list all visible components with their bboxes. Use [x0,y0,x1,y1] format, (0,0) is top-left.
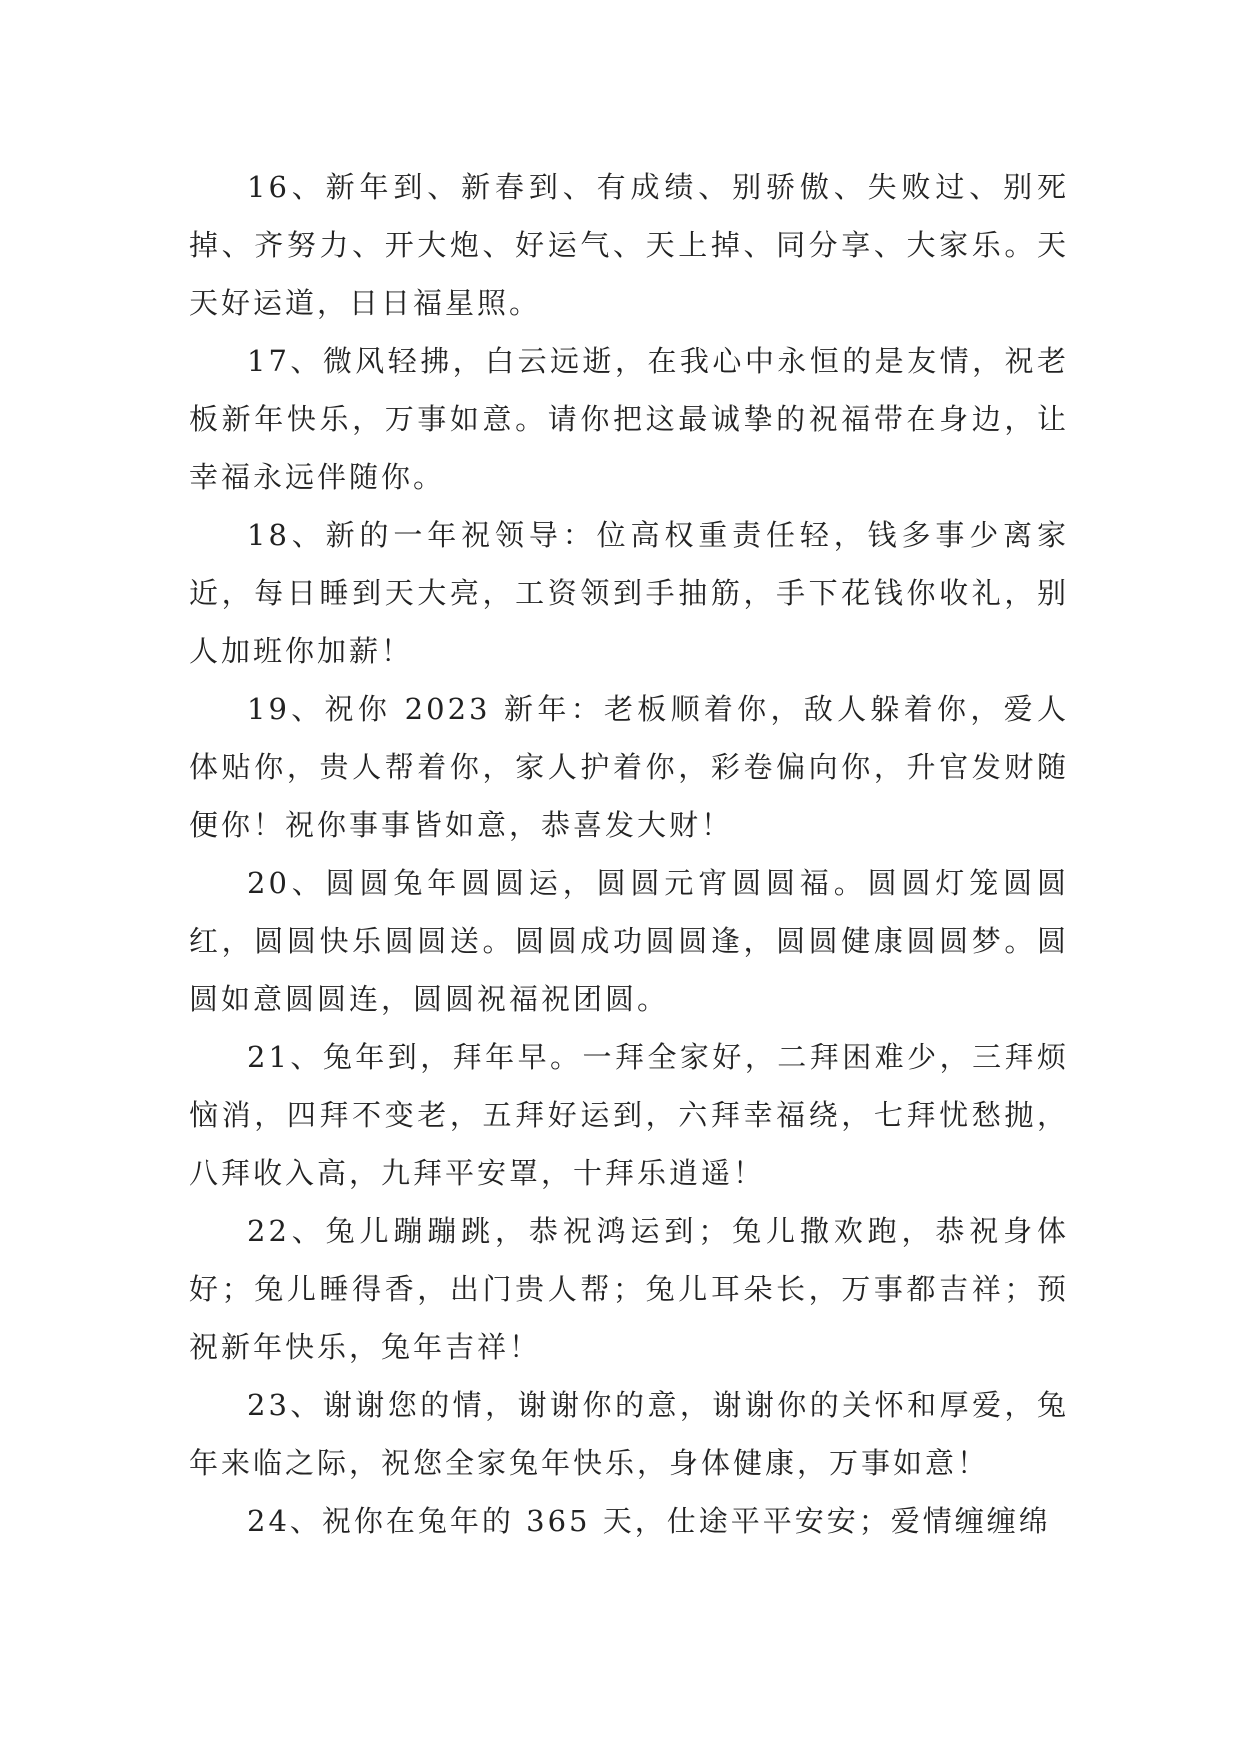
paragraph-23: 23、谢谢您的情，谢谢你的意，谢谢你的关怀和厚爱，兔年来临之际，祝您全家兔年快乐，身体健康，万事如意！ [189,1388,1069,1480]
paragraph-24: 24、祝你在兔年的 365 天，仕途平平安安；爱情缠缠绵 [247,1504,1051,1538]
paragraph-17: 17、微风轻拂，白云远逝，在我心中永恒的是友情，祝老板新年快乐，万事如意。请你把这最诚挚的祝福带在身边，让幸福永远伴随你。 [189,344,1069,494]
paragraph-18: 18、新的一年祝领导：位高权重责任轻，钱多事少离家近，每日睡到天大亮，工资领到手抽筋，手下花钱你收礼，别人加班你加薪！ [189,518,1069,668]
paragraph-19: 19、祝你 2023 新年：老板顺着你，敌人躲着你，爱人体贴你，贵人帮着你，家人护着你，彩卷偏向你，升官发财随便你！祝你事事皆如意，恭喜发大财！ [189,692,1069,842]
paragraph-16: 16、新年到、新春到、有成绩、别骄傲、失败过、别死掉、齐努力、开大炮、好运气、天上掉、同分享、大家乐。天天好运道，日日福星照。 [189,170,1069,320]
paragraph-21: 21、兔年到，拜年早。一拜全家好，二拜困难少，三拜烦恼消，四拜不变老，五拜好运到，六拜幸福绕，七拜忧愁抛，八拜收入高，九拜平安罩，十拜乐逍遥！ [189,1040,1069,1190]
paragraph-22: 22、兔儿蹦蹦跳，恭祝鸿运到；兔儿撒欢跑，恭祝身体好；兔儿睡得香，出门贵人帮；兔儿耳朵长，万事都吉祥；预祝新年快乐，兔年吉祥！ [189,1214,1069,1364]
paragraph-20: 20、圆圆兔年圆圆运，圆圆元宵圆圆福。圆圆灯笼圆圆红，圆圆快乐圆圆送。圆圆成功圆圆逢，圆圆健康圆圆梦。圆圆如意圆圆连，圆圆祝福祝团圆。 [189,866,1069,1016]
document-body [189,158,1069,1550]
